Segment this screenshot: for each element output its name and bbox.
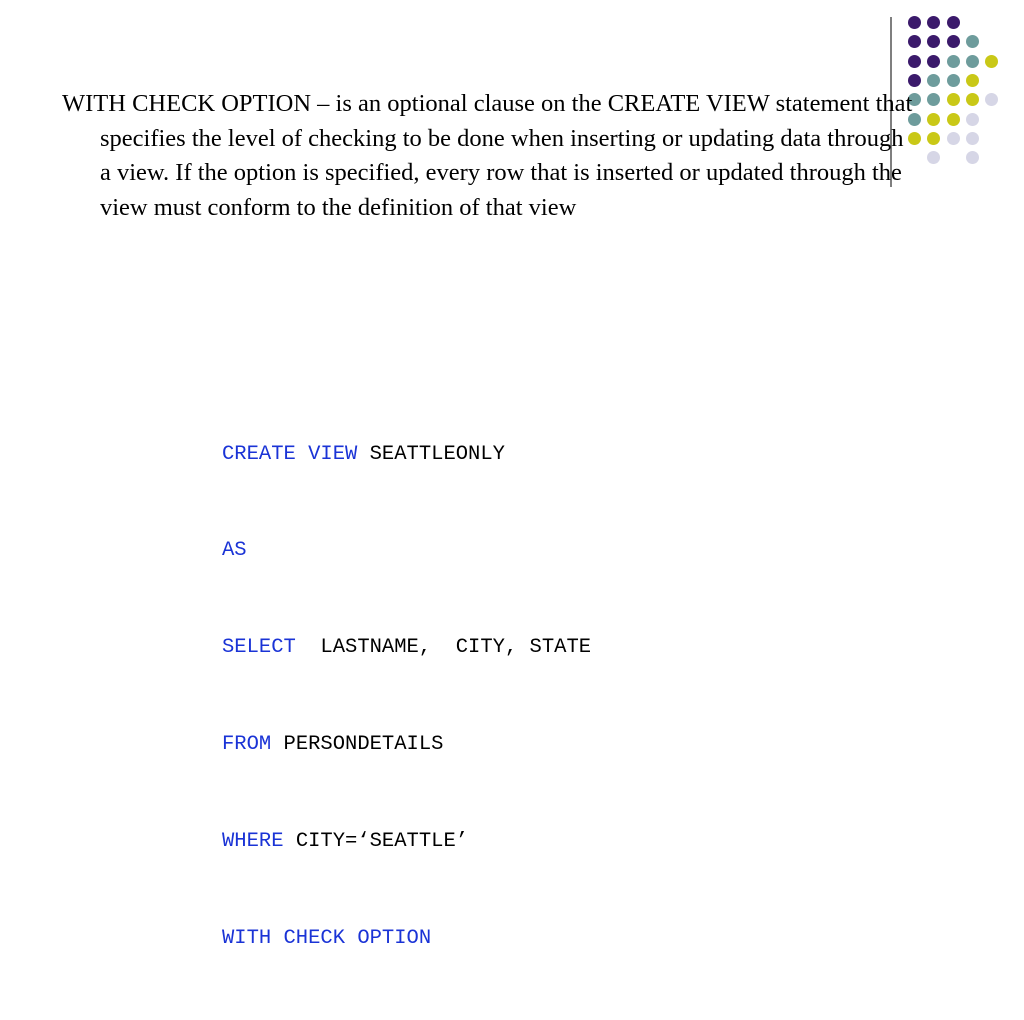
decorative-dot: [908, 35, 921, 48]
code-keyword: AS: [222, 539, 247, 563]
decorative-dot: [947, 55, 960, 68]
decorative-dot: [947, 16, 960, 29]
decorative-dot: [927, 132, 940, 145]
decorative-dot: [985, 55, 998, 68]
decorative-dot: [966, 35, 979, 48]
code-text: LASTNAME, CITY, STATE: [295, 636, 592, 660]
decorative-dot: [927, 151, 940, 164]
code-keyword: CREATE VIEW: [222, 442, 358, 466]
decorative-dot: [947, 132, 960, 145]
decorative-dot: [927, 35, 940, 48]
code-line: [222, 535, 591, 567]
decorative-dot: [927, 74, 940, 87]
dot-grid-decoration: [908, 16, 1008, 166]
code-text: PERSONDETAILS: [271, 733, 444, 757]
decorative-dot: [927, 55, 940, 68]
code-keyword: WHERE: [222, 830, 284, 854]
decorative-dot: [985, 93, 998, 106]
code-text: CITY=‘SEATTLE’: [283, 830, 469, 854]
code-line: [222, 632, 591, 664]
decorative-dot: [947, 113, 960, 126]
decorative-dot: [947, 93, 960, 106]
decorative-dot: [966, 151, 979, 164]
decorative-dot: [927, 93, 940, 106]
sql-code-block: [222, 374, 591, 1020]
code-text: SEATTLEONLY: [357, 442, 505, 466]
decorative-dot: [966, 132, 979, 145]
decorative-dot: [908, 16, 921, 29]
decorative-dot: [908, 74, 921, 87]
decorative-dot: [908, 55, 921, 68]
decorative-dot: [947, 74, 960, 87]
code-line: [222, 923, 591, 955]
code-keyword: WITH CHECK OPTION: [222, 927, 432, 951]
code-keyword: SELECT: [222, 636, 296, 660]
code-line: [222, 729, 591, 761]
decorative-dot: [947, 35, 960, 48]
body-paragraph: WITH CHECK OPTION – is an optional clause on the CREATE VIEW statement that specifies the level of checking to be done when inserting or updating data through a view. If the option is specified, every row that is inserted or updated through the view must conform to the definition of that view: [62, 90, 913, 221]
decorative-dot: [966, 93, 979, 106]
decorative-dot: [966, 55, 979, 68]
code-keyword: FROM: [222, 733, 272, 757]
decorative-dot: [927, 16, 940, 29]
code-line: [222, 826, 591, 858]
code-line: [222, 439, 591, 471]
decorative-dot: [966, 74, 979, 87]
decorative-dot: [966, 113, 979, 126]
decorative-dot: [927, 113, 940, 126]
